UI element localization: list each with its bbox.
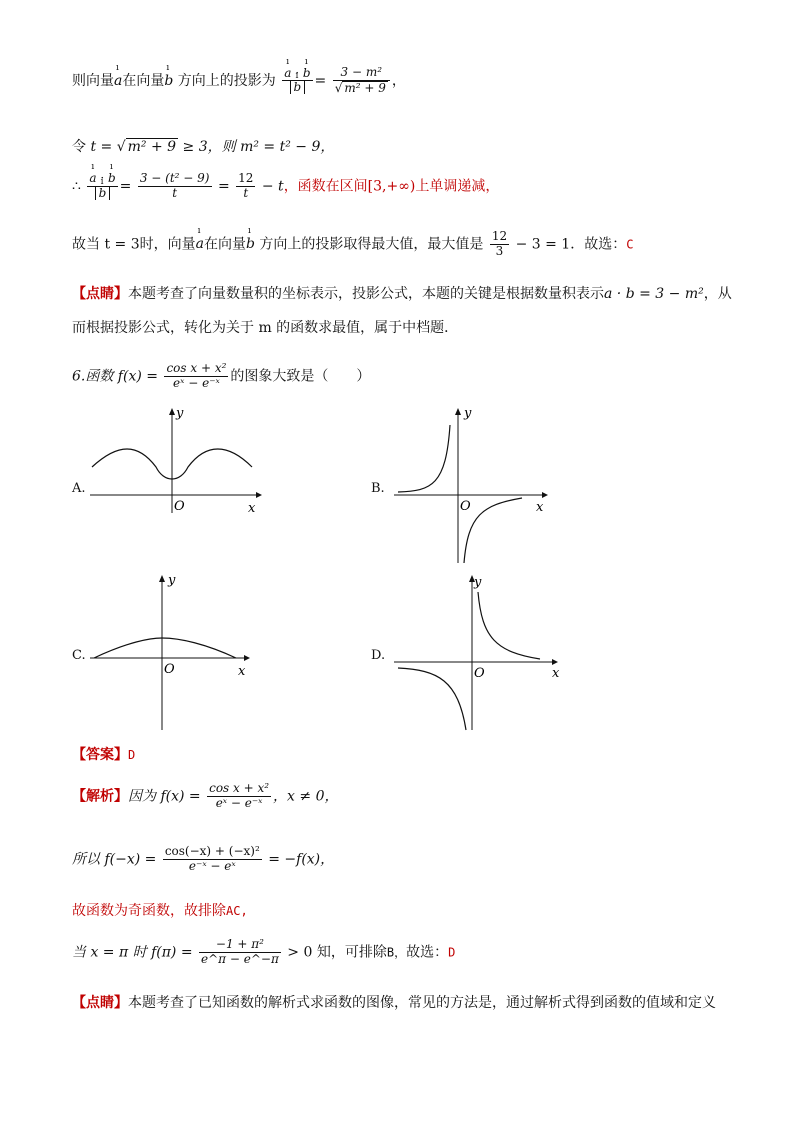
projection-value: $\frac{\text{3 − m²}}{\text{√ m² + 9}}$ <box>333 66 390 96</box>
origin-label: O <box>460 499 471 514</box>
option-d-graph <box>392 572 567 732</box>
answer-line: 【答案】D <box>72 747 136 763</box>
analysis-line: 【解析】因为 f(x) = $\frac{\text{cos x + x²}}{\text{eˣ − e⁻ˣ}}$ ，x ≠ 0， <box>72 781 339 810</box>
option-c-label: C. <box>72 648 86 663</box>
vector-b: ı b <box>164 73 173 89</box>
question-6-stem: 6.函数 f(x) = $\frac{\text{cos x + x²}}{\text{eˣ − e⁻ˣ}}$ 的图象大致是（ ） <box>72 361 371 390</box>
x-label: x <box>552 666 560 681</box>
y-label: y <box>464 406 472 421</box>
monotonic-line: ∴ ı a · ı b ı b = $\frac{\text{3 − (t² − 9)}}{t}$ = $\frac{12}{t}$ − t，函数在区间[3,+∞)上单调递减， <box>72 172 499 201</box>
option-d-label: D. <box>371 648 386 663</box>
y-label: y <box>168 573 176 588</box>
x-label: x <box>536 500 544 515</box>
max-value-line: 故当 t = 3时，向量ı a在向量ı b 方向上的投影取得最大值，最大值是 $\frac{12}{3}$ − 3 = 1．故选：C <box>72 230 633 259</box>
option-a-label: A. <box>72 481 86 496</box>
y-label: y <box>474 575 482 590</box>
option-a-graph <box>88 405 268 515</box>
curve <box>94 638 236 658</box>
odd-derivation-line: 所以 f(−x) = $\frac{\text{cos(−x) + (−x)²}}{\text{e⁻ˣ − eˣ}}$ = −f(x)， <box>72 844 335 873</box>
comment-line-2: 而根据投影公式，转化为关于 m 的函数求最值，属于中档题． <box>72 320 459 336</box>
comment-line-1: 【点睛】本题考查了向量数量积的坐标表示，投影公式，本题的关键是根据数量积表示a · b = 3 − m²，从 <box>72 286 732 302</box>
origin-label: O <box>174 499 185 514</box>
origin-label: O <box>474 666 485 681</box>
curve-right <box>478 592 540 659</box>
origin-label: O <box>164 662 175 677</box>
x-label: x <box>248 501 256 515</box>
x-label: x <box>238 664 246 679</box>
curve-left <box>398 425 450 492</box>
y-label: y <box>176 406 184 421</box>
curve-right <box>464 498 522 563</box>
vector-a: ı a <box>114 73 122 89</box>
projection-fraction: ı a · ı b ı b <box>282 67 312 96</box>
option-b-label: B. <box>371 481 385 496</box>
option-c-graph <box>88 572 258 732</box>
substitution-line: 令 t = √ m² + 9 ≥ 3，则 m² = t² − 9， <box>72 139 335 155</box>
projection-line: 则向量ı a在向量ı b 方向上的投影为 ı a · ı b ı b = $\frac{\text{3 − m²}}{\text{√ m² + 9}}$ ， <box>72 66 406 96</box>
comment2-line: 【点睛】本题考查了已知函数的解析式求函数的图像，常见的方法是，通过解析式得到函数的值域和定义 <box>72 995 716 1011</box>
option-b-graph <box>392 405 557 565</box>
curve-left <box>398 668 466 730</box>
odd-conclusion-line: 故函数为奇函数，故排除AC, <box>72 903 248 919</box>
pi-check-line: 当 x = π 时 f(π) = $\frac{\text{−1 + π²}}{e\^{}\pi - e\^{}-\pi}$ > 0 知，可排除B，故选：D <box>72 937 456 966</box>
